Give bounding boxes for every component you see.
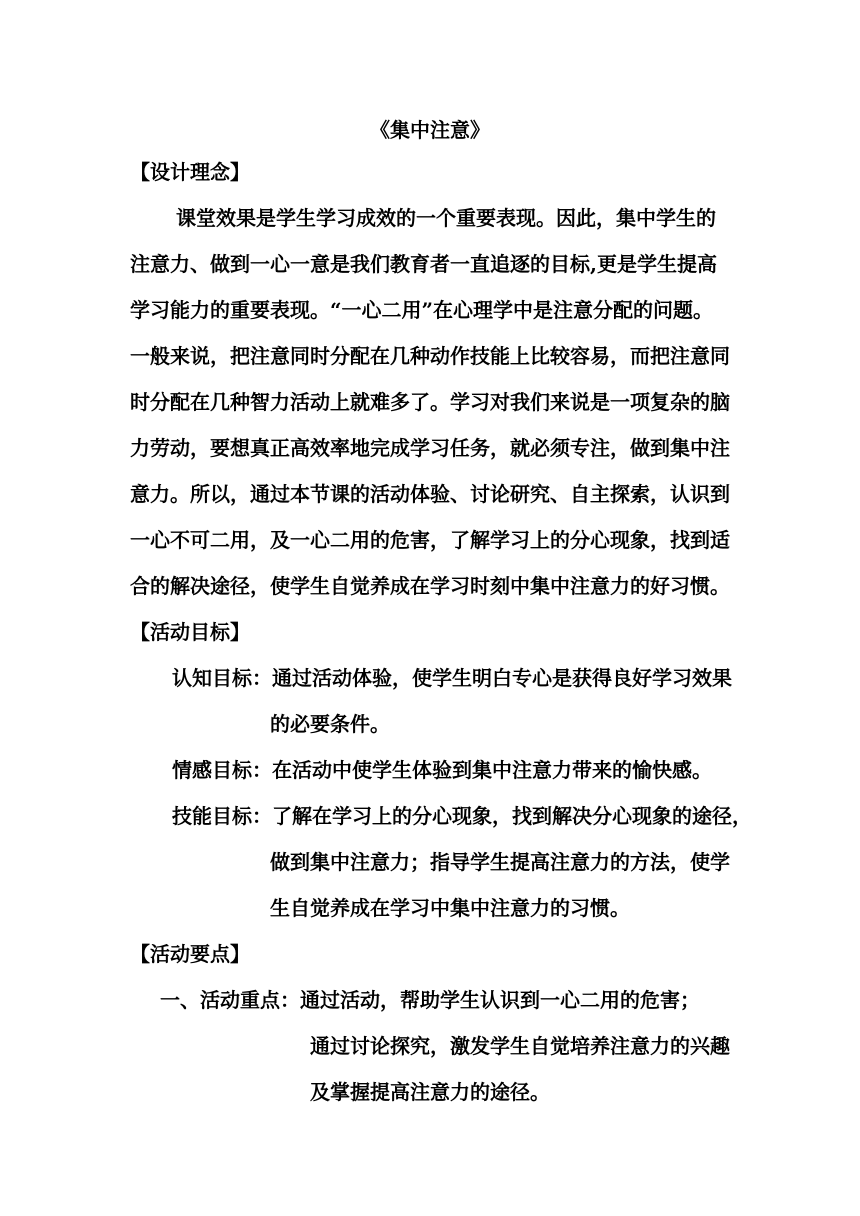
design-line-9: 合的解决途径，使学生自觉养成在学习时刻中集中注意力的好习惯。 <box>130 574 730 598</box>
section-heading-goals: 【活动目标】 <box>130 620 250 644</box>
goal-emotional-line-1: 情感目标：在活动中使学生体验到集中注意力带来的愉快感。 <box>172 758 712 782</box>
design-line-1: 课堂效果是学生学习成效的一个重要表现。因此，集中学生的 <box>176 206 716 230</box>
design-line-6: 力劳动，要想真正高效率地完成学习任务，就必须专注，做到集中注 <box>130 436 730 460</box>
keypoint-1-line-2: 通过讨论探究，激发学生自觉培养注意力的兴趣 <box>310 1034 730 1058</box>
design-line-3: 学习能力的重要表现。“一心二用”在心理学中是注意分配的问题。 <box>130 298 714 322</box>
keypoint-1-line-1: 一、活动重点：通过活动，帮助学生认识到一心二用的危害； <box>160 988 700 1012</box>
goal-cognitive-line-1: 认知目标：通过活动体验，使学生明白专心是获得良好学习效果 <box>172 666 732 690</box>
design-line-7: 意力。所以，通过本节课的活动体验、讨论研究、自主探索，认识到 <box>130 482 730 506</box>
goal-skill-line-1: 技能目标：了解在学习上的分心现象，找到解决分心现象的途径， <box>172 804 752 828</box>
design-line-4: 一般来说，把注意同时分配在几种动作技能上比较容易，而把注意同 <box>130 344 730 368</box>
keypoint-1-line-3: 及掌握提高注意力的途径。 <box>310 1080 550 1104</box>
design-line-8: 一心不可二用，及一心二用的危害，了解学习上的分心现象，找到适 <box>130 528 730 552</box>
section-heading-keypoints: 【活动要点】 <box>130 942 250 966</box>
design-line-5: 时分配在几种智力活动上就难多了。学习对我们来说是一项复杂的脑 <box>130 390 730 414</box>
goal-skill-line-2: 做到集中注意力；指导学生提高注意力的方法，使学 <box>270 850 730 874</box>
section-heading-design: 【设计理念】 <box>130 160 250 184</box>
goal-skill-line-3: 生自觉养成在学习中集中注意力的习惯。 <box>270 896 630 920</box>
design-line-2: 注意力、做到一心一意是我们教育者一直追逐的目标,更是学生提高 <box>130 252 717 276</box>
goal-cognitive-line-2: 的必要条件。 <box>270 712 390 736</box>
document-title: 《集中注意》 <box>370 118 490 142</box>
